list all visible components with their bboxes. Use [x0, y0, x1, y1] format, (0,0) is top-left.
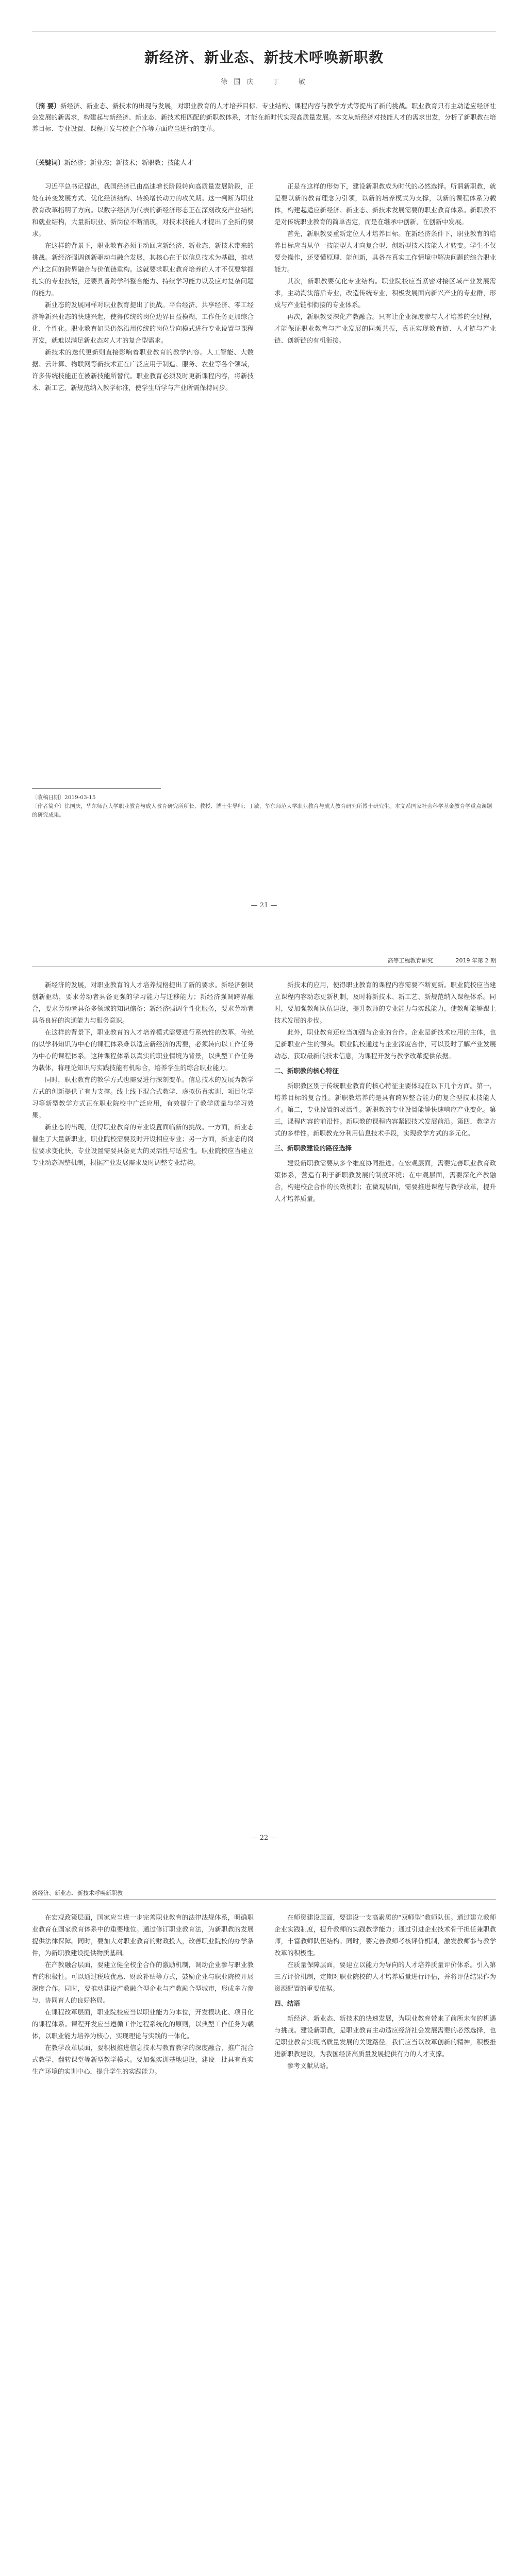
- paragraph: 在产教融合层面，要建立健全校企合作的激励机制，调动企业参与职业教育的积极性。可以通过税收优惠、财政补贴等方式，鼓励企业与职业院校开展深度合作。同时，要推动建设产教融合型企业与产教融合型城市，形成多方参与、协同育人的良好格局。: [32, 1961, 254, 2004]
- footnote-label: 〔收稿日期〕: [32, 794, 64, 801]
- paragraph: 同时，职业教育的教学方式也需要进行深刻变革。信息技术的发展为教学方式的创新提供了有力支撑。线上线下混合式教学、虚拟仿真实训、项目化学习等新型教学方式正在职业院校中广泛应用，有效提升了教学质量与学习效果。: [32, 1076, 254, 1119]
- column-left: [32, 180, 254, 394]
- page-number: — 21 —: [251, 902, 277, 909]
- footnote-rule: [32, 788, 161, 789]
- paragraph: 在师资建设层面，要建设一支高素质的“双师型”教师队伍。通过建立教师企业实践制度，提升教师的实践教学能力；通过引进企业技术骨干担任兼职教师，丰富教师队伍结构。同时，要完善教师考核评价机制，激发教师参与教学改革的积极性。: [274, 1913, 496, 1957]
- column-left: [32, 979, 254, 1168]
- page-1: [0, 0, 528, 933]
- section-heading: 三、新职教建设的路径选择: [274, 1144, 352, 1152]
- paragraph: 新经济的发展，对职业教育的人才培养规格提出了新的要求。新经济强调创新驱动，要求劳动者具备更强的学习能力与迁移能力；新经济强调跨界融合，要求劳动者具备多领域的知识储备；新经济强调个性化服务，要求劳动者具备良好的沟通能力与服务意识。: [32, 981, 254, 1024]
- abstract-text: 新经济、新业态、新技术的出现与发展，对职业教育的人才培养目标、专业结构、课程内容与教学方式等提出了新的挑战。职业教育只有主动适应经济社会发展的新需求，构建起与新经济、新业态、新技术相匹配的新职教体系，才能在新时代实现高质量发展。本文从新经济对技能人才的需求出发，分析了新职教在培养目标、专业设置、课程开发与校企合作等方面应当进行的变革。: [32, 102, 497, 132]
- keywords-label: 〔关键词〕: [32, 159, 64, 166]
- paragraph: 新业态的发展同样对职业教育提出了挑战。平台经济、共享经济、零工经济等新兴业态的快速兴起，使得传统的岗位边界日益模糊，工作任务更加综合化、个性化。职业教育如果仍然沿用传统的岗位导向模式进行专业设置与课程开发，就难以满足新业态对人才的复合型需求。: [32, 301, 254, 344]
- page-3: [0, 1865, 528, 2576]
- paragraph: 新技术的应用，使得职业教育的课程内容需要不断更新。职业院校应当建立课程内容动态更新机制，及时将新技术、新工艺、新规范纳入课程体系。同时，要加强教师队伍建设，提升教师的专业能力与实践能力，使教师能够跟上技术发展的步伐。: [274, 981, 496, 1024]
- keywords: [32, 157, 496, 168]
- paragraph: 新职教区别于传统职业教育的核心特征主要体现在以下几个方面。第一，培养目标的复合性。新职教培养的是具有跨界整合能力的复合型技术技能人才。第二，专业设置的灵活性。新职教的专业设置能够快速响应产业变化。第三，课程内容的前沿性。新职教的课程内容紧跟技术发展前沿。第四，教学方式的多样性。新职教充分利用信息技术手段，实现教学方式的多元化。: [274, 1082, 496, 1137]
- paragraph: 在课程改革层面，职业院校应当以职业能力为本位，开发模块化、项目化的课程体系。课程开发应当遵循工作过程系统化的原则，以典型工作任务为载体，以职业能力培养为核心，实现理论与实践的一体化。: [32, 2008, 254, 2040]
- article-title: 新经济、新业态、新技术呼唤新职教: [144, 49, 384, 66]
- paragraph: 在质量保障层面，要建立以能力为导向的人才培养质量评价体系。引入第三方评价机制，定期对职业院校的人才培养质量进行评估，并将评估结果作为资源配置的重要依据。: [274, 1961, 496, 1992]
- keywords-text: 新经济；新业态；新技术；新职教；技能人才: [64, 159, 193, 166]
- abstract: [32, 100, 496, 134]
- header-rule: [32, 1899, 496, 1900]
- paragraph: 在教学改革层面，要积极推进信息技术与教育教学的深度融合，推广混合式教学、翻转课堂等新型教学模式。要加强实训基地建设，建设一批具有真实生产环境的实训中心，提升学生的实践能力。: [32, 2044, 254, 2075]
- running-head: 高等工程教育研究 2019 年第 2 期: [387, 957, 496, 964]
- paragraph: 在宏观政策层面，国家应当进一步完善职业教育的法律法规体系，明确职业教育在国家教育体系中的重要地位。通过修订职业教育法，为新职教的发展提供法律保障。同时，要加大对职业教育的财政投入，改善职业院校的办学条件，为新职教建设提供物质基础。: [32, 1913, 254, 1957]
- paragraph: 在这样的背景下，职业教育的人才培养模式需要进行系统性的改革。传统的以学科知识为中心的课程体系难以适应新经济的需要，必须转向以工作任务为中心的课程体系。这种课程体系以真实的职业情境为背景，以典型工作任务为载体，将理论知识与实践技能有机融合，培养学生的综合职业能力。: [32, 1028, 254, 1072]
- paragraph: 首先，新职教要重新定位人才培养目标。在新经济条件下，职业教育的培养目标应当从单一技能型人才向复合型、创新型技术技能人才转变。学生不仅要会操作，还要懂原理、能创新，具备在真实工作情境中解决问题的综合职业能力。: [274, 230, 496, 273]
- footnote-text: 〔作者简介〕徐国庆，华东师范大学职业教育与成人教育研究所所长、教授、博士生导师；丁敏，华东师范大学职业教育与成人教育研究所博士研究生。本文系国家社会科学基金教育学重点课题的研究成果。: [32, 803, 492, 818]
- footnote: [32, 793, 496, 820]
- page-number: — 22 —: [251, 1834, 277, 1842]
- paragraph: 其次，新职教要优化专业结构。职业院校应当紧密对接区域产业发展需求，主动淘汰落后专业，改造传统专业，积极发展面向新兴产业的专业群，形成与产业链相衔接的专业体系。: [274, 277, 496, 309]
- paragraph: 参考文献从略。: [287, 2062, 333, 2070]
- column-left: [32, 1911, 254, 2077]
- article-authors: 徐 国 庆 丁 敏: [221, 78, 307, 86]
- paragraph: 在这样的背景下，职业教育必须主动回应新经济、新业态、新技术带来的挑战。新经济强调创新驱动与融合发展，其核心在于以信息技术为基础，推动产业之间的跨界融合与价值链重构。这就要求职业教育培养的人才不仅要掌握扎实的专业技能，还要具备跨学科整合能力、持续学习能力以及应对复杂问题的能力。: [32, 242, 254, 297]
- column-right: [274, 979, 496, 1205]
- running-head: 新经济、新业态、新技术呼唤新职教: [32, 1890, 123, 1896]
- page-2: [0, 933, 528, 1865]
- column-right: [274, 180, 496, 346]
- section-heading: 二、新职教的核心特征: [274, 1067, 339, 1075]
- footnote-date: 2019-03-15: [64, 794, 96, 801]
- paragraph: 习近平总书记提出，我国经济已由高速增长阶段转向高质量发展阶段，正处在转变发展方式、优化经济结构、转换增长动力的攻关期。这一判断为职业教育改革指明了方向。以数字经济为代表的新经济形态正在深刻改变产业结构和就业结构，大量新职业、新岗位不断涌现，对技术技能人才提出了全新的要求。: [32, 182, 254, 238]
- paragraph: 新经济、新业态、新技术的快速发展，为职业教育带来了前所未有的机遇与挑战。建设新职教，是职业教育主动适应经济社会发展需要的必然选择，也是职业教育实现高质量发展的关键路径。我们应当以改革创新的精神，积极推进新职教建设，为我国经济高质量发展提供有力的人才支撑。: [274, 2014, 496, 2058]
- paragraph: 正是在这样的形势下，建设新职教成为时代的必然选择。所谓新职教，就是要以新的教育理念为引领，以新的培养模式为支撑，以新的课程体系为载体，构建起适应新经济、新业态、新技术发展需要的职业教育体系。新职教不是对传统职业教育的简单否定，而是在继承中创新，在创新中发展。: [274, 182, 496, 226]
- section-heading: 四、结语: [274, 1999, 301, 2007]
- paragraph: 新技术的迭代更新则直接影响着职业教育的教学内容。人工智能、大数据、云计算、物联网等新技术正在广泛应用于制造、服务、农业等各个领域，许多传统技能正在被新技能所替代。职业教育必须及时更新课程内容，将新技术、新工艺、新规范纳入教学标准，使学生所学与产业所需保持同步。: [32, 348, 254, 392]
- column-right: [274, 1911, 496, 2072]
- abstract-label: 〔摘 要〕: [32, 102, 60, 110]
- paragraph: 新业态的出现，使得职业教育的专业设置面临新的挑战。一方面，新业态催生了大量新职业，职业院校需要及时开设相应专业；另一方面，新业态的岗位要求变化快，专业设置需要具备更大的灵活性与适应性。职业院校应当建立专业动态调整机制，根据产业发展需求及时调整专业结构。: [32, 1123, 254, 1166]
- paragraph: 此外，职业教育还应当加强与企业的合作。企业是新技术应用的主体，也是新职业产生的源头。职业院校通过与企业深度合作，可以及时了解产业发展动态，获取最新的技术信息，为课程开发与教学改革提供依据。: [274, 1028, 496, 1060]
- paragraph: 再次，新职教要深化产教融合。只有让企业深度参与人才培养的全过程，才能保证职业教育与产业发展的同频共振，真正实现教育链、人才链与产业链、创新链的有机衔接。: [274, 313, 496, 344]
- paragraph: 建设新职教需要从多个维度协同推进。在宏观层面，需要完善职业教育政策体系，营造有利于新职教发展的制度环境；在中观层面，需要深化产教融合，构建校企合作的长效机制；在微观层面，需要推进课程与教学改革，提升人才培养质量。: [274, 1159, 496, 1202]
